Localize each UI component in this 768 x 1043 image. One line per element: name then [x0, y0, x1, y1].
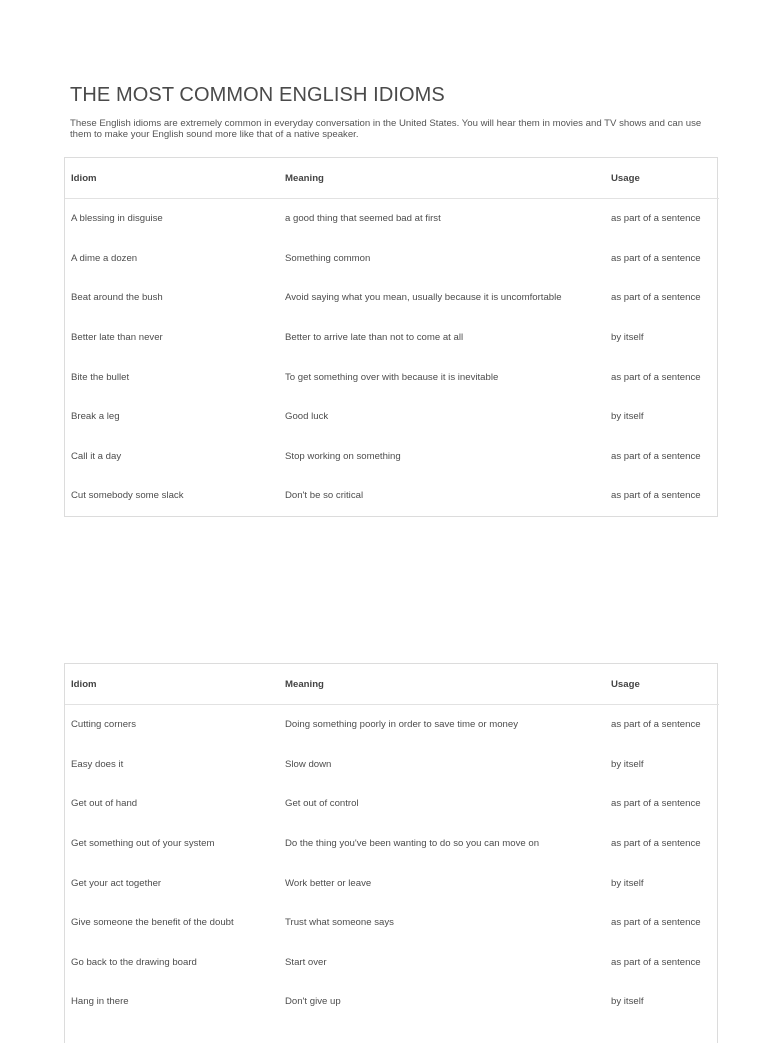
- table-row: [65, 318, 719, 358]
- meaning-cell: Slow down: [285, 758, 332, 770]
- usage-cell: by itself: [611, 411, 644, 423]
- usage-cell: as part of a sentence: [611, 450, 701, 462]
- meaning-cell: Get out of control: [285, 798, 359, 810]
- idiom-cell: Go back to the drawing board: [71, 956, 197, 968]
- table-row: [65, 199, 719, 239]
- idiom-cell: A blessing in disguise: [71, 213, 163, 225]
- meaning-cell: Don't be so critical: [285, 490, 364, 502]
- usage-cell: as part of a sentence: [611, 719, 701, 731]
- meaning-cell: To get something over with because it is inevitable: [285, 371, 499, 383]
- idiom-cell: Cut somebody some slack: [71, 490, 184, 502]
- usage-cell: as part of a sentence: [611, 917, 701, 929]
- usage-cell: by itself: [611, 332, 644, 344]
- idiom-cell: Get your act together: [71, 877, 162, 889]
- usage-cell: as part of a sentence: [611, 956, 701, 968]
- usage-cell: by itself: [611, 758, 644, 770]
- table-row: [65, 397, 719, 437]
- table-row: [65, 863, 719, 903]
- table-row: [65, 705, 719, 745]
- meaning-cell: Stop working on something: [285, 450, 401, 462]
- idioms-table-2: [64, 663, 718, 1043]
- usage-cell: as part of a sentence: [611, 490, 701, 502]
- idiom-cell: Easy does it: [71, 758, 124, 770]
- usage-cell: as part of a sentence: [611, 292, 701, 304]
- meaning-cell: Doing something poorly in order to save time or money: [285, 719, 519, 731]
- column-header-usage: Usage: [605, 158, 719, 199]
- table-row: [65, 824, 719, 864]
- idiom-cell: Beat around the bush: [71, 292, 163, 304]
- table-row: [65, 903, 719, 943]
- usage-cell: as part of a sentence: [611, 252, 701, 264]
- idiom-cell: Call it a day: [71, 450, 122, 462]
- idiom-cell: Better late than never: [71, 332, 163, 344]
- usage-cell: as part of a sentence: [611, 213, 701, 225]
- idiom-cell: Hang in there: [71, 996, 129, 1008]
- column-header-meaning: Meaning: [279, 158, 605, 199]
- table-row: [65, 278, 719, 318]
- meaning-cell: Better to arrive late than not to come at all: [285, 332, 464, 344]
- meaning-cell: a good thing that seemed bad at first: [285, 213, 441, 225]
- meaning-cell: Trust what someone says: [285, 917, 394, 929]
- table-row: [65, 745, 719, 785]
- meaning-cell: Avoid saying what you mean, usually because it is uncomfortable: [285, 292, 562, 304]
- table-row: [65, 476, 719, 516]
- table-row: [65, 357, 719, 397]
- table-row: [65, 239, 719, 279]
- table-row: [65, 784, 719, 824]
- table-header-row: [65, 664, 719, 705]
- usage-cell: by itself: [611, 996, 644, 1008]
- idiom-cell: A dime a dozen: [71, 252, 138, 264]
- column-header-usage: Usage: [605, 664, 719, 705]
- meaning-cell: Don't give up: [285, 996, 341, 1008]
- idiom-cell: Get something out of your system: [71, 838, 215, 850]
- intro-paragraph: These English idioms are extremely common in everyday conversation in the United States. You will hear them in movies and TV shows and can use them to make your English sound more like that of a native speaker.: [70, 118, 702, 140]
- meaning-cell: Good luck: [285, 411, 329, 423]
- usage-cell: as part of a sentence: [611, 371, 701, 383]
- column-header-meaning: Meaning: [279, 664, 605, 705]
- usage-cell: as part of a sentence: [611, 838, 701, 850]
- usage-cell: as part of a sentence: [611, 798, 701, 810]
- meaning-cell: Start over: [285, 956, 327, 968]
- page-title: THE MOST COMMON ENGLISH IDIOMS: [70, 84, 445, 106]
- meaning-cell: Something common: [285, 252, 371, 264]
- idioms-table-1: [64, 157, 718, 517]
- idiom-cell: Cutting corners: [71, 719, 137, 731]
- meaning-cell: Work better or leave: [285, 877, 372, 889]
- usage-cell: by itself: [611, 877, 644, 889]
- table-row: [65, 982, 719, 1022]
- meaning-cell: Do the thing you've been wanting to do so you can move on: [285, 838, 540, 850]
- idiom-cell: Give someone the benefit of the doubt: [71, 917, 234, 929]
- idiom-cell: Get out of hand: [71, 798, 138, 810]
- table-header-row: [65, 158, 719, 199]
- idiom-cell: Bite the bullet: [71, 371, 130, 383]
- column-header-idiom: Idiom: [65, 664, 279, 705]
- table-row: [65, 437, 719, 477]
- table-row: [65, 943, 719, 983]
- idiom-cell: Break a leg: [71, 411, 120, 423]
- column-header-idiom: Idiom: [65, 158, 279, 199]
